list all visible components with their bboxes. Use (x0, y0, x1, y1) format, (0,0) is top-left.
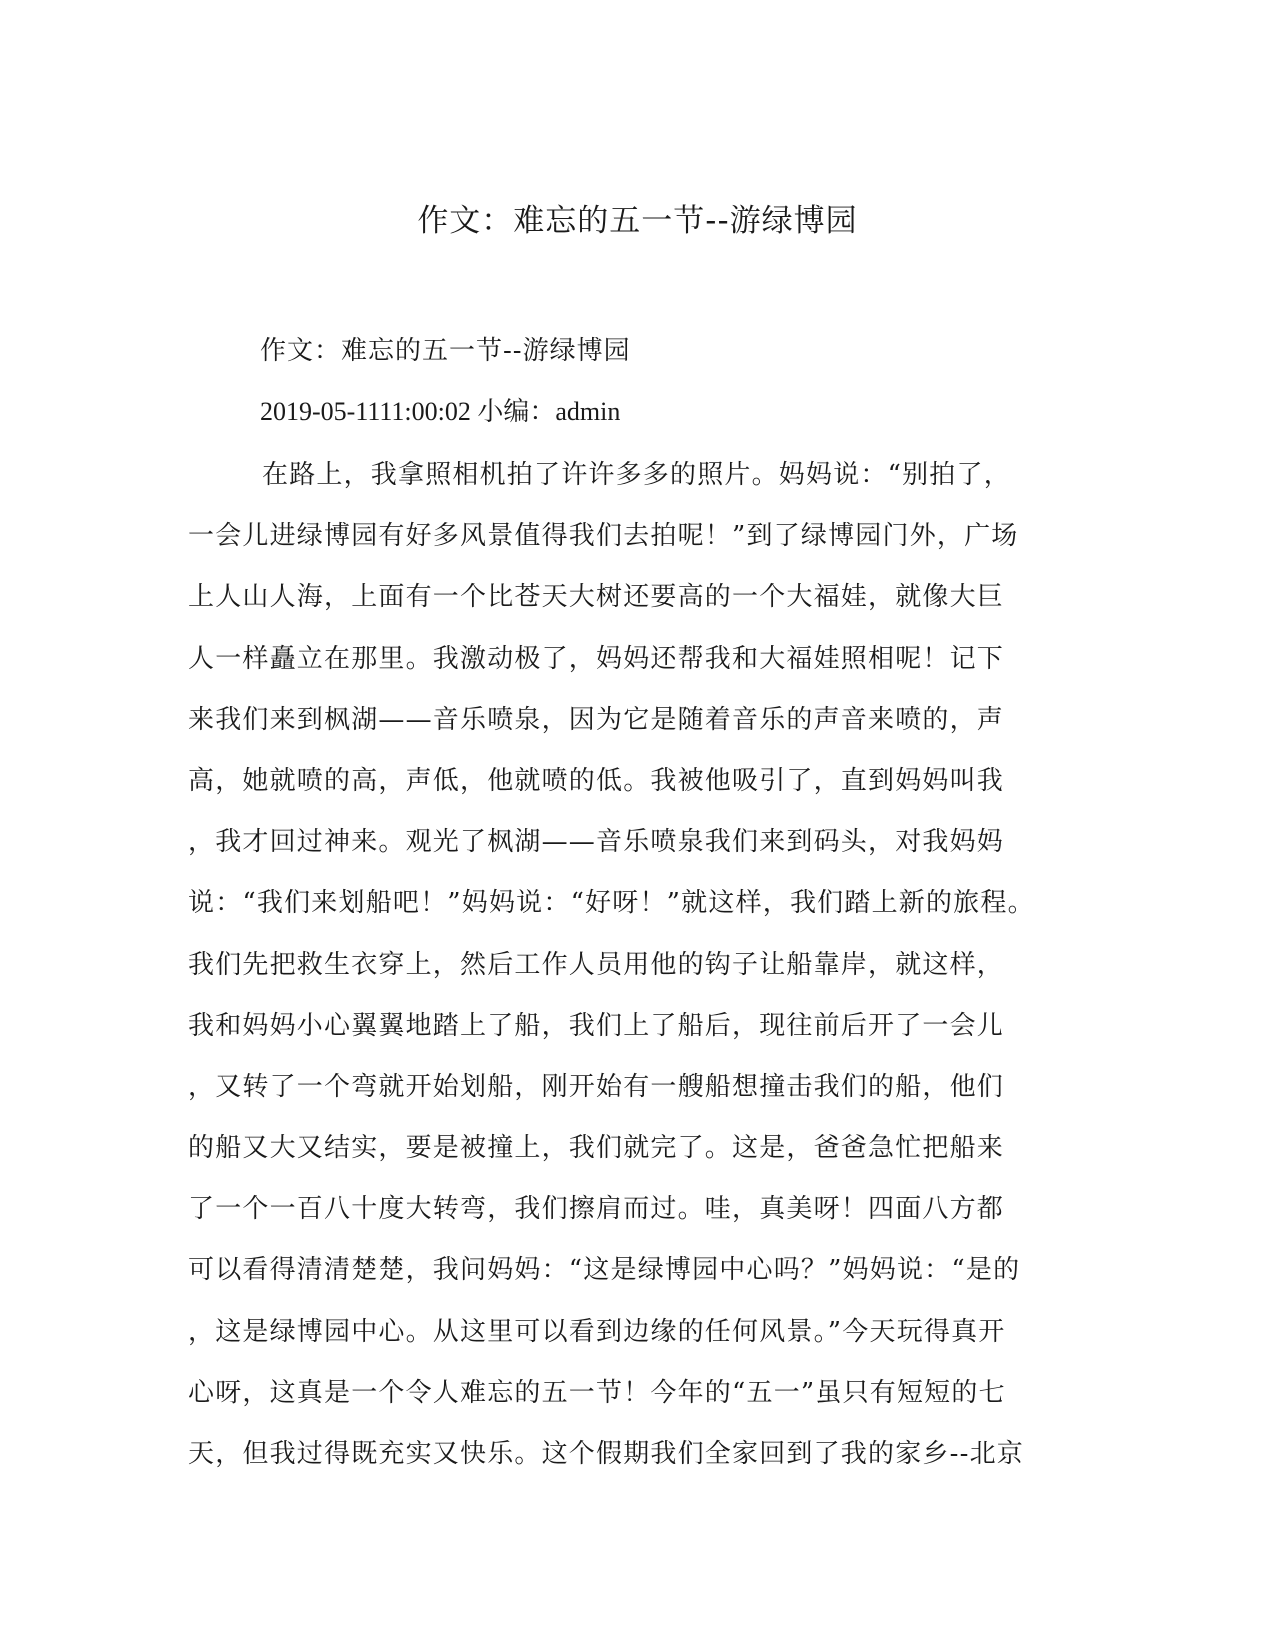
body-line: 一会儿进绿博园有好多风景值得我们去拍呢！”到了绿博园门外，广场 (188, 521, 1019, 552)
body-line: 我和妈妈小心翼翼地踏上了船，我们上了船后，现往前后开了一会儿 (188, 1010, 1005, 1041)
body-line: 上人山人海，上面有一个比苍天大树还要高的一个大福娃，就像大巨 (188, 582, 1005, 613)
article-subtitle: 作文：难忘的五一节--游绿博园 (260, 336, 631, 366)
body-line: ，我才回过神来。观光了枫湖——音乐喷泉我们来到码头，对我妈妈 (188, 827, 1005, 858)
body-line: 说：“我们来划船吧！”妈妈说：“好呀！”就这样，我们踏上新的旅程。 (188, 888, 1035, 919)
article-meta: 2019-05-1111:00:02 小编：admin (260, 397, 621, 426)
body-line: ，这是绿博园中心。从这里可以看到边缘的任何风景。”今天玩得真开 (188, 1316, 1006, 1347)
body-line: 高，她就喷的高，声低，他就喷的低。我被他吸引了，直到妈妈叫我 (188, 765, 1005, 796)
body-line: 在路上，我拿照相机拍了许许多多的照片。妈妈说：“别拍了， (262, 460, 1011, 490)
body-line: 的船又大又结实，要是被撞上，我们就完了。这是，爸爸急忙把船来 (188, 1133, 1005, 1164)
body-line: 心呀，这真是一个令人难忘的五一节！今年的“五一”虽只有短短的七 (188, 1377, 1006, 1408)
article-body (188, 455, 1088, 1495)
body-line: 来我们来到枫湖——音乐喷泉，因为它是随着音乐的声音来喷的，声 (188, 704, 1005, 735)
body-line: 天，但我过得既充实又快乐。这个假期我们全家回到了我的家乡--北京 (188, 1439, 1024, 1469)
body-line: 人一样矗立在那里。我激动极了，妈妈还帮我和大福娃照相呢！记下 (188, 643, 1005, 674)
body-line: ，又转了一个弯就开始划船，刚开始有一艘船想撞击我们的船，他们 (188, 1071, 1005, 1102)
body-line: 了一个一百八十度大转弯，我们擦肩而过。哇，真美呀！四面八方都 (188, 1194, 1005, 1225)
body-line: 我们先把救生衣穿上，然后工作人员用他的钩子让船靠岸，就这样， (188, 949, 1005, 980)
body-line: 可以看得清清楚楚，我问妈妈：“这是绿博园中心吗？”妈妈说：“是的 (188, 1255, 1021, 1286)
document-title: 作文：难忘的五一节--游绿博园 (417, 203, 858, 239)
